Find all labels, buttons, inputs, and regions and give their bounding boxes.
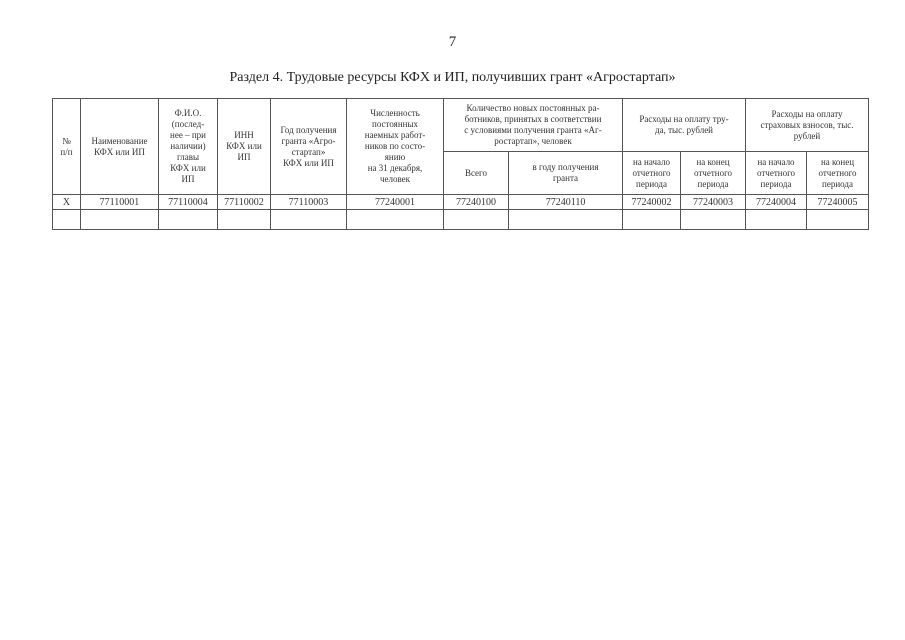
empty-cell (347, 210, 444, 230)
empty-cell (746, 210, 807, 230)
header-year: Год получения гранта «Агро- стартап» КФХ или ИП (271, 99, 347, 195)
code-cell: X (53, 195, 81, 210)
section-title: Раздел 4. Трудовые ресурсы КФХ и ИП, получивших грант «Агростартап» (229, 70, 676, 85)
empty-cell (623, 210, 681, 230)
header-insurance-end: на конец отчетного периода (807, 152, 869, 195)
empty-cell (807, 210, 869, 230)
code-cell: 77240004 (746, 195, 807, 210)
code-cell: 77110002 (218, 195, 271, 210)
header-num: № п/п (53, 99, 81, 195)
code-cell: 77110001 (81, 195, 159, 210)
codes-row (53, 195, 869, 210)
code-cell: 77240002 (623, 195, 681, 210)
code-cell: 77240001 (347, 195, 444, 210)
code-cell: 77110004 (159, 195, 218, 210)
header-new-workers: Количество новых постоянных ра- ботников, принятых в соответствии с условиями получения гранта «Аг- ростартап», человек (444, 99, 623, 152)
header-total: Всего (444, 152, 509, 195)
empty-cell (81, 210, 159, 230)
header-count: Численность постоянных наемных работ- ников по состо- янию на 31 декабря, человек (347, 99, 444, 195)
code-cell: 77240100 (444, 195, 509, 210)
header-insurance-start: на начало отчетного периода (746, 152, 807, 195)
page-number: 7 (448, 34, 457, 50)
header-labor-start: на начало отчетного периода (623, 152, 681, 195)
code-cell: 77240005 (807, 195, 869, 210)
header-grant-year: в году получения гранта (509, 152, 623, 195)
header-insurance-costs: Расходы на оплату страховых взносов, тыс. рублей (746, 99, 869, 152)
header-labor-end: на конец отчетного периода (681, 152, 746, 195)
empty-cell (53, 210, 81, 230)
empty-cell (681, 210, 746, 230)
header-name: Наименование КФХ или ИП (81, 99, 159, 195)
header-row (53, 99, 869, 152)
code-cell: 77240110 (509, 195, 623, 210)
code-cell: 77110003 (271, 195, 347, 210)
empty-row (53, 210, 869, 230)
labor-resources-table (52, 98, 869, 230)
empty-cell (509, 210, 623, 230)
empty-cell (218, 210, 271, 230)
header-labor-costs: Расходы на оплату тру- да, тыс. рублей (623, 99, 746, 152)
empty-cell (444, 210, 509, 230)
code-cell: 77240003 (681, 195, 746, 210)
empty-cell (271, 210, 347, 230)
header-inn: ИНН КФХ или ИП (218, 99, 271, 195)
empty-cell (159, 210, 218, 230)
header-fio: Ф.И.О. (послед- нее – при наличии) главы КФХ или ИП (159, 99, 218, 195)
